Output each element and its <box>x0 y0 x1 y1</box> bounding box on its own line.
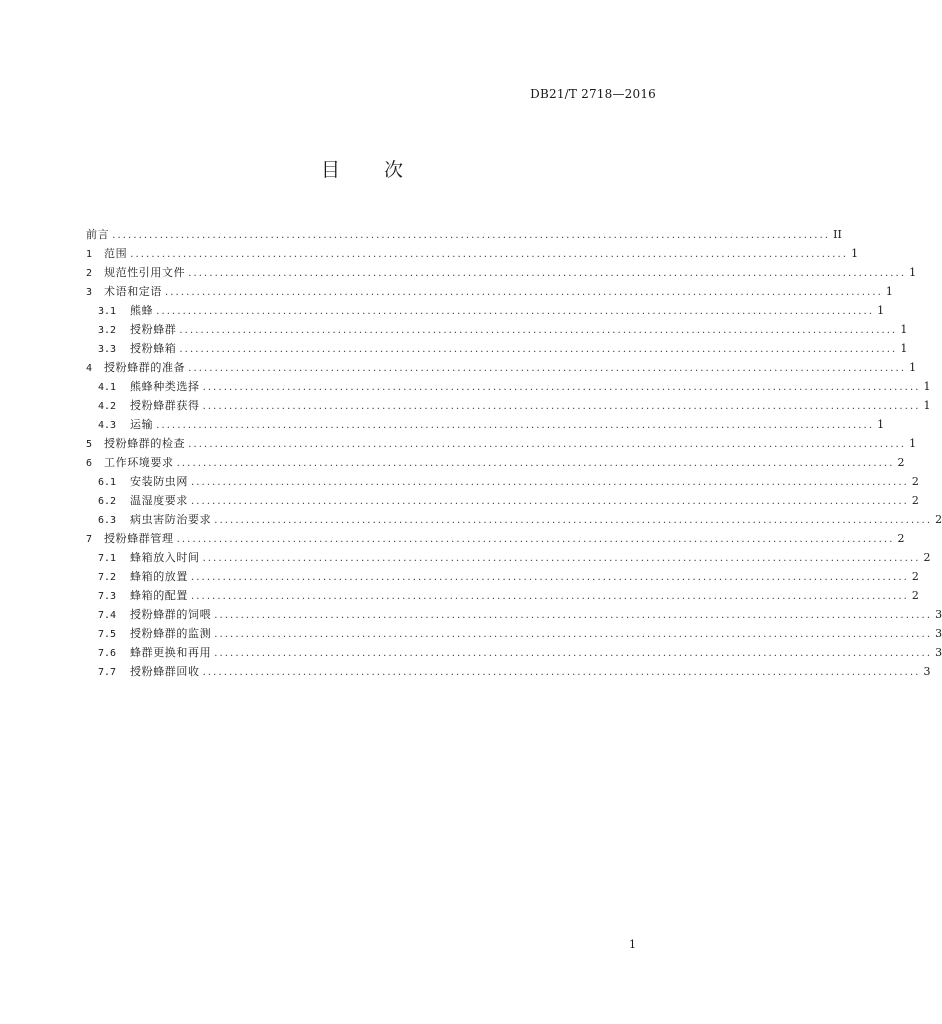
toc-entry-title: 授粉蜂群回收 <box>130 665 200 678</box>
toc-entry-page: 1 <box>909 361 917 374</box>
toc-entry-7-4[interactable] <box>86 605 942 624</box>
toc-leader-dots: ........................................................................................................................................ <box>165 287 883 298</box>
toc-entry-number: 7.1 <box>98 553 117 564</box>
toc-entry-number: 2 <box>86 268 93 279</box>
toc-entry-number: 1 <box>86 249 93 260</box>
toc-entry-title: 范围 <box>104 247 128 260</box>
toc-entry-title: 蜂箱的配置 <box>130 589 188 602</box>
toc-entry-page: 1 <box>923 380 931 393</box>
toc-entry-7-7[interactable] <box>86 662 931 681</box>
toc-entry-title: 蜂群更换和再用 <box>130 646 212 659</box>
toc-entry-page: 3 <box>923 665 931 678</box>
toc-entry-page: 2 <box>911 589 919 602</box>
toc-leader-dots: ........................................................................................................................................ <box>179 344 898 355</box>
toc-leader-dots: ........................................................................................................................................ <box>191 477 909 488</box>
toc-entry-number: 4 <box>86 363 93 374</box>
toc-entry-page: 1 <box>909 437 917 450</box>
toc-entry-3-1[interactable] <box>86 301 885 320</box>
toc-entry-page: 1 <box>851 247 859 260</box>
toc-entry-title: 熊蜂 <box>130 304 154 317</box>
toc-entry-title: 授粉蜂群的准备 <box>104 361 186 374</box>
page-number: 1 <box>629 938 636 951</box>
toc-entry-page: 2 <box>911 494 919 507</box>
toc-entry-7-5[interactable] <box>86 624 942 643</box>
toc-entry-1[interactable] <box>86 244 859 263</box>
toc-entry-6-3[interactable] <box>86 510 942 529</box>
toc-leader-dots: ........................................................................................................................................ <box>214 629 933 640</box>
toc-entry-title: 授粉蜂群的监测 <box>130 627 212 640</box>
toc-leader-dots: ........................................................................................................................................ <box>179 325 898 336</box>
toc-entry-number: 3.1 <box>98 306 117 317</box>
toc-entry-number: 7.2 <box>98 572 117 583</box>
toc-entry-title: 授粉蜂箱 <box>130 342 177 355</box>
toc-entry-7-2[interactable] <box>86 567 919 586</box>
toc-entry-page: 1 <box>923 399 931 412</box>
toc-entry-number: 4.3 <box>98 420 117 431</box>
toc-entry-page: 1 <box>900 323 908 336</box>
toc-entry-page: 2 <box>897 532 905 545</box>
toc-entry-2[interactable] <box>86 263 917 282</box>
toc-entry-title: 授粉蜂群 <box>130 323 177 336</box>
toc-entry-4-3[interactable] <box>86 415 885 434</box>
toc-entry-title: 授粉蜂群管理 <box>104 532 174 545</box>
toc-entry-title: 熊蜂种类选择 <box>130 380 200 393</box>
toc-leader-dots: ........................................................................................................................................ <box>188 268 907 279</box>
toc-entry-page: 2 <box>911 570 919 583</box>
toc-leader-dots: ........................................................................................................................................ <box>214 515 933 526</box>
toc-entry-number: 7.6 <box>98 648 117 659</box>
toc-entry-page: 1 <box>877 418 885 431</box>
toc-entry-number: 4.1 <box>98 382 117 393</box>
toc-entry-title: 授粉蜂群获得 <box>130 399 200 412</box>
toc-leader-dots: ........................................................................................................................................ <box>191 572 909 583</box>
toc-entry-4[interactable] <box>86 358 917 377</box>
toc-entry-title: 工作环境要求 <box>104 456 174 469</box>
toc-entry-7-1[interactable] <box>86 548 931 567</box>
toc-leader-dots: ........................................................................................................................................ <box>202 382 921 393</box>
toc-entry-7-6[interactable] <box>86 643 942 662</box>
toc-entry-6-2[interactable] <box>86 491 919 510</box>
toc-entry-number: 3.2 <box>98 325 117 336</box>
toc-leader-dots: ........................................................................................................................................ <box>156 306 875 317</box>
toc-leader-dots: ........................................................................................................................................ <box>112 230 831 241</box>
document-id: DB21/T 2718—2016 <box>530 87 656 101</box>
toc-entry-title: 授粉蜂群的检查 <box>104 437 186 450</box>
toc-entry-page: 3 <box>935 627 942 640</box>
toc-entry-preface[interactable] <box>86 225 842 244</box>
toc-leader-dots: ........................................................................................................................................ <box>214 648 933 659</box>
toc-leader-dots: ........................................................................................................................................ <box>214 610 933 621</box>
toc-entry-6-1[interactable] <box>86 472 919 491</box>
toc-entry-3-2[interactable] <box>86 320 908 339</box>
toc-entry-page: 2 <box>923 551 931 564</box>
toc-entry-page: 2 <box>897 456 905 469</box>
toc-entry-title: 蜂箱的放置 <box>130 570 188 583</box>
toc-entry-4-2[interactable] <box>86 396 931 415</box>
table-of-contents <box>86 225 942 681</box>
toc-entry-page: 1 <box>877 304 885 317</box>
toc-title <box>0 155 724 182</box>
toc-entry-number: 7.7 <box>98 667 117 678</box>
toc-leader-dots: ........................................................................................................................................ <box>191 496 909 507</box>
toc-entry-page: II <box>833 228 842 241</box>
toc-title-char-1: 目 <box>320 159 340 181</box>
toc-entry-title: 术语和定语 <box>104 285 162 298</box>
toc-entry-number: 3 <box>86 287 93 298</box>
toc-entry-page: 1 <box>909 266 917 279</box>
toc-leader-dots: ........................................................................................................................................ <box>202 667 921 678</box>
toc-entry-3-3[interactable] <box>86 339 908 358</box>
toc-leader-dots: ........................................................................................................................................ <box>176 458 895 469</box>
toc-leader-dots: ........................................................................................................................................ <box>202 553 921 564</box>
toc-leader-dots: ........................................................................................................................................ <box>156 420 875 431</box>
toc-entry-6[interactable] <box>86 453 905 472</box>
toc-title-char-2: 次 <box>384 159 404 181</box>
toc-entry-5[interactable] <box>86 434 917 453</box>
toc-entry-number: 7.5 <box>98 629 117 640</box>
toc-entry-3[interactable] <box>86 282 893 301</box>
toc-entry-title: 运输 <box>130 418 154 431</box>
toc-leader-dots: ........................................................................................................................................ <box>176 534 895 545</box>
toc-entry-title: 温湿度要求 <box>130 494 188 507</box>
toc-entry-number: 7.4 <box>98 610 117 621</box>
toc-entry-page: 2 <box>911 475 919 488</box>
toc-entry-4-1[interactable] <box>86 377 931 396</box>
toc-entry-title: 授粉蜂群的饲喂 <box>130 608 212 621</box>
toc-entry-title: 安装防虫网 <box>130 475 188 488</box>
toc-entry-7-3[interactable] <box>86 586 919 605</box>
toc-entry-number: 3.3 <box>98 344 117 355</box>
toc-entry-title: 规范性引用文件 <box>104 266 186 279</box>
toc-entry-page: 1 <box>885 285 893 298</box>
toc-entry-page: 3 <box>935 608 942 621</box>
toc-entry-number: 4.2 <box>98 401 117 412</box>
toc-entry-7[interactable] <box>86 529 905 548</box>
toc-entry-title: 前言 <box>86 228 110 241</box>
toc-entry-title: 蜂箱放入时间 <box>130 551 200 564</box>
toc-entry-number: 6.2 <box>98 496 117 507</box>
toc-leader-dots: ........................................................................................................................................ <box>202 401 921 412</box>
toc-leader-dots: ........................................................................................................................................ <box>130 249 849 260</box>
toc-leader-dots: ........................................................................................................................................ <box>191 591 909 602</box>
toc-entry-number: 6 <box>86 458 93 469</box>
toc-leader-dots: ........................................................................................................................................ <box>188 363 907 374</box>
toc-entry-page: 1 <box>900 342 908 355</box>
toc-entry-page: 2 <box>935 513 942 526</box>
toc-entry-number: 6.1 <box>98 477 117 488</box>
toc-entry-number: 6.3 <box>98 515 117 526</box>
toc-entry-number: 7.3 <box>98 591 117 602</box>
toc-entry-page: 3 <box>935 646 942 659</box>
toc-entry-number: 7 <box>86 534 93 545</box>
toc-entry-number: 5 <box>86 439 93 450</box>
toc-leader-dots: ........................................................................................................................................ <box>188 439 907 450</box>
toc-entry-title: 病虫害防治要求 <box>130 513 212 526</box>
